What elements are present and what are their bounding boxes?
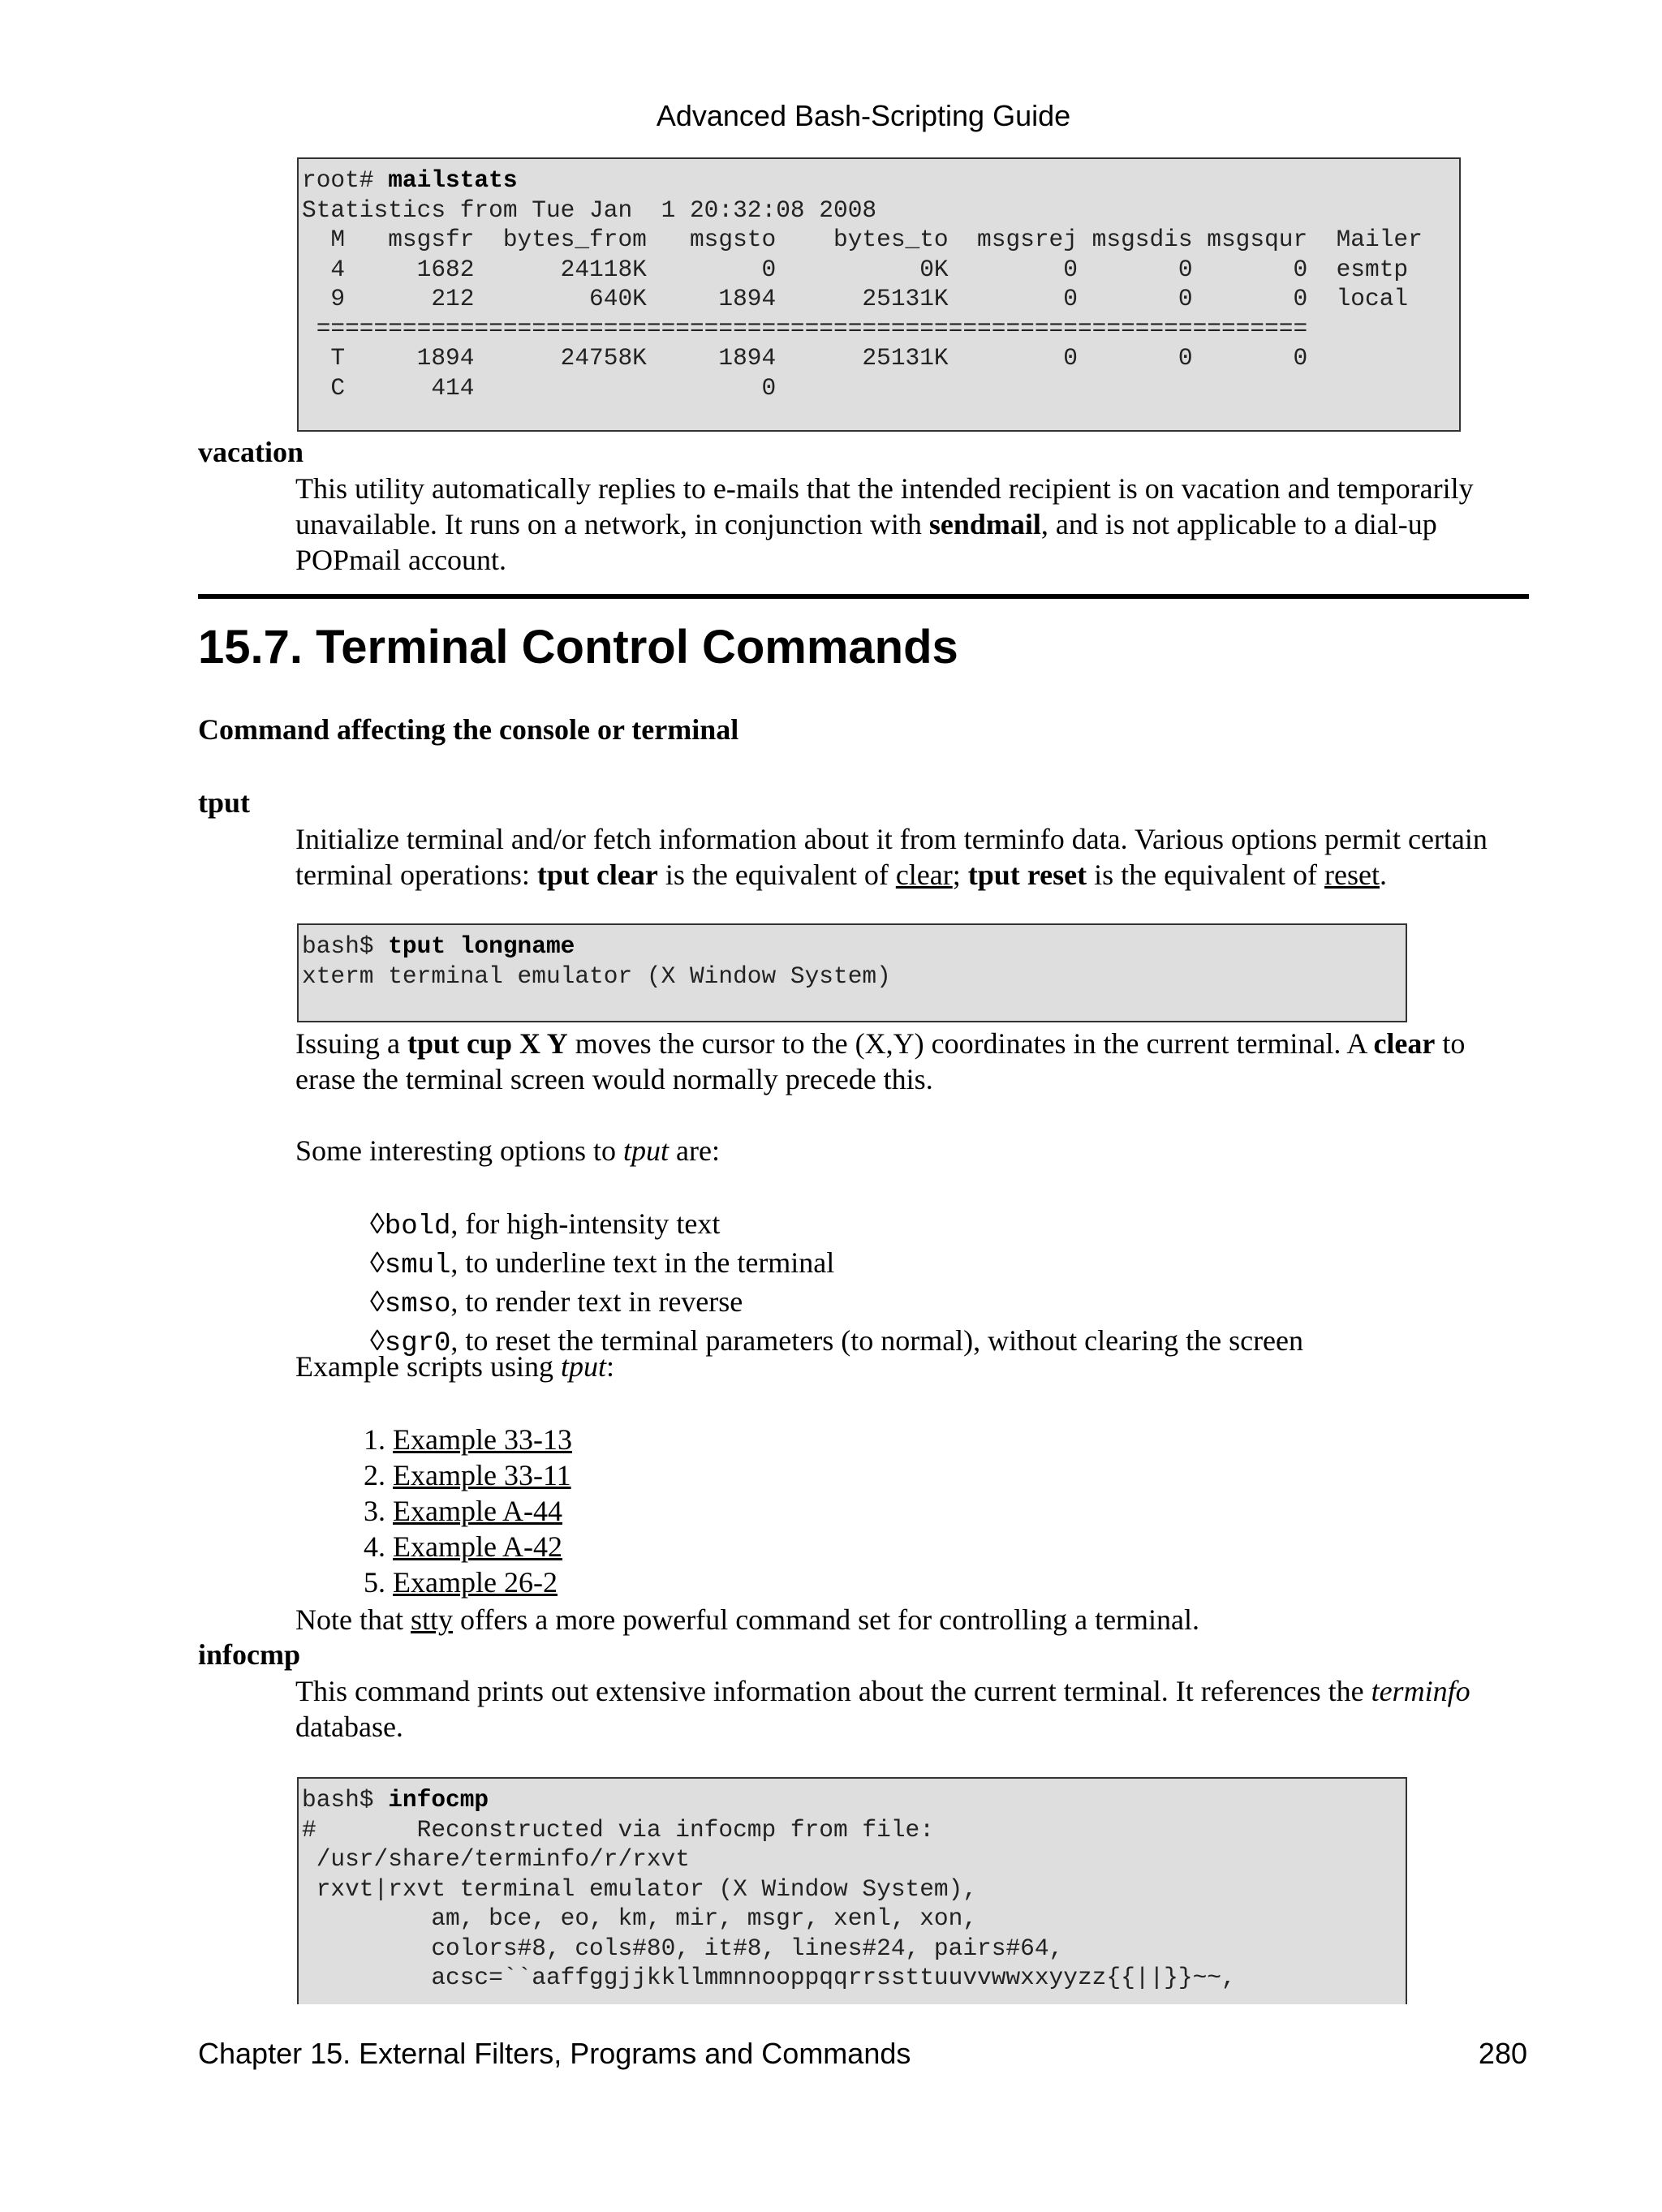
text-run: database. <box>295 1711 403 1743</box>
code-command: infocmp <box>388 1786 489 1814</box>
text-italic: terminfo <box>1371 1675 1470 1707</box>
code-line: # Reconstructed via infocmp from file: <box>302 1815 934 1844</box>
tput-paragraph-1 <box>295 821 1545 893</box>
code-line: am, bce, eo, km, mir, msgr, xenl, xon, <box>302 1904 978 1932</box>
text-run: This utility automatically replies to e-mails that the intended recipient is on vacation and temporarily unavailable. It runs on a network, in conjunction with <box>295 472 1474 540</box>
code-line: acsc=``aaffggjjkkllmmnnooppqqrrssttuuvvwwxxyyzz{{||}}~~, <box>302 1964 1236 1991</box>
tput-code <box>302 932 1402 991</box>
text-run: Some interesting options to <box>295 1134 623 1167</box>
text-run: offers a more powerful command set for controlling a terminal. <box>452 1603 1200 1636</box>
list-item <box>370 1284 1539 1323</box>
infocmp-code <box>302 1785 1402 1993</box>
section-rule <box>198 594 1529 599</box>
code-line: C 414 0 <box>302 373 777 402</box>
vacation-description <box>295 471 1529 578</box>
footer-chapter: Chapter 15. External Filters, Programs and Commands <box>198 2037 911 2070</box>
code-command: mailstats <box>388 166 518 194</box>
term-vacation: vacation <box>198 436 304 468</box>
list-number: 2. <box>364 1459 385 1491</box>
list-item <box>370 1245 1539 1284</box>
list-number: 4. <box>364 1530 385 1563</box>
list-number: 5. <box>364 1566 385 1599</box>
text-run: to erase the terminal screen would normally precede this. <box>295 1027 1466 1095</box>
code-line: colors#8, cols#80, it#8, lines#24, pairs#64, <box>302 1934 1064 1962</box>
code-line: xterm terminal emulator (X Window System) <box>302 962 891 990</box>
page-header: Advanced Bash-Scripting Guide <box>656 99 1071 132</box>
text-run: moves the cursor to the (X,Y) coordinates in the current terminal. A <box>567 1027 1374 1060</box>
list-number: 1. <box>364 1423 385 1456</box>
text-bold: tput clear <box>536 859 658 891</box>
code-line: rxvt|rxvt terminal emulator (X Window System), <box>302 1874 978 1903</box>
code-prompt: root# <box>302 166 389 194</box>
code-prompt: bash$ <box>302 1786 389 1814</box>
list-item <box>364 1564 572 1600</box>
mailstats-code <box>302 166 1456 402</box>
code-command: tput longname <box>388 932 575 960</box>
text-bold: tput reset <box>967 859 1087 891</box>
section-subheading: Command affecting the console or terminal <box>198 713 739 746</box>
example-link[interactable]: Example 26-2 <box>393 1566 558 1599</box>
list-item <box>364 1422 572 1457</box>
infocmp-paragraph-1 <box>295 1673 1529 1745</box>
text-run: This command prints out extensive information about the current terminal. It references the <box>295 1675 1371 1707</box>
text-run: is the equivalent of <box>1087 859 1324 891</box>
diamond-bullet-icon: ◊ <box>370 1207 385 1240</box>
code-line: 9 212 640K 1894 25131K 0 0 0 local <box>302 285 1409 312</box>
tput-paragraph-5 <box>295 1602 1199 1637</box>
link-clear[interactable]: clear <box>895 859 953 891</box>
text-run: Issuing a <box>295 1027 407 1060</box>
text-run: is the equivalent of <box>657 859 896 891</box>
text-run: are: <box>669 1134 720 1167</box>
code-line: ===================================================================== <box>302 314 1308 342</box>
diamond-bullet-icon: ◊ <box>370 1285 385 1318</box>
list-item <box>364 1493 572 1529</box>
example-link[interactable]: Example A-44 <box>393 1495 562 1527</box>
text-run: Initialize terminal and/or fetch information about it from terminfo data. Various options permit certain terminal operations: <box>295 823 1488 891</box>
option-code: sgr0 <box>384 1328 451 1359</box>
link-reset[interactable]: reset <box>1324 859 1380 891</box>
example-list <box>364 1422 572 1600</box>
example-link[interactable]: Example 33-13 <box>393 1423 572 1456</box>
text-bold: tput cup X Y <box>407 1027 568 1060</box>
tput-paragraph-2 <box>295 1026 1529 1097</box>
option-code: bold <box>384 1211 451 1242</box>
option-text: , to reset the terminal parameters (to normal), without clearing the screen <box>450 1324 1304 1357</box>
text-run: Note that <box>295 1603 411 1636</box>
code-line: Statistics from Tue Jan 1 20:32:08 2008 <box>302 196 877 224</box>
code-line: T 1894 24758K 1894 25131K 0 0 0 <box>302 344 1308 372</box>
example-link[interactable]: Example 33-11 <box>393 1459 571 1491</box>
text-run: , and is not applicable to a dial-up POPmail account. <box>295 508 1437 576</box>
section-heading: 15.7. Terminal Control Commands <box>198 621 958 673</box>
tput-options-list <box>370 1206 1539 1362</box>
option-code: smul <box>384 1250 451 1281</box>
list-item <box>364 1457 572 1493</box>
code-prompt: bash$ <box>302 932 389 960</box>
mailstats-code-box <box>297 157 1461 432</box>
text-bold: sendmail <box>928 508 1041 540</box>
tput-paragraph-4 <box>295 1349 614 1384</box>
text-run: . <box>1379 859 1387 891</box>
link-stty[interactable]: stty <box>410 1603 453 1636</box>
text-run: ; <box>952 859 968 891</box>
option-code: smso <box>384 1289 451 1320</box>
tput-paragraph-3 <box>295 1133 720 1168</box>
text-run: Example scripts using <box>295 1350 561 1383</box>
option-text: , to render text in reverse <box>450 1285 743 1318</box>
infocmp-code-box <box>297 1777 1407 2004</box>
list-item <box>364 1529 572 1564</box>
diamond-bullet-icon: ◊ <box>370 1246 385 1279</box>
text-run: : <box>605 1350 614 1383</box>
text-italic: tput <box>622 1134 669 1167</box>
example-link[interactable]: Example A-42 <box>393 1530 562 1563</box>
option-text: , to underline text in the terminal <box>450 1246 835 1279</box>
list-item <box>370 1206 1539 1245</box>
text-italic: tput <box>560 1350 606 1383</box>
text-bold: clear <box>1373 1027 1436 1060</box>
term-tput: tput <box>198 786 251 819</box>
footer-page-number: 280 <box>1478 2037 1527 2070</box>
code-line: /usr/share/terminfo/r/rxvt <box>302 1845 690 1873</box>
code-line: 4 1682 24118K 0 0K 0 0 0 esmtp <box>302 255 1409 283</box>
term-infocmp: infocmp <box>198 1638 300 1671</box>
code-line: M msgsfr bytes_from msgsto bytes_to msgsrej msgsdis msgsqur Mailer <box>302 226 1423 253</box>
diamond-bullet-icon: ◊ <box>370 1324 385 1357</box>
tput-code-box <box>297 923 1407 1022</box>
option-text: , for high-intensity text <box>450 1207 721 1240</box>
list-number: 3. <box>364 1495 385 1527</box>
